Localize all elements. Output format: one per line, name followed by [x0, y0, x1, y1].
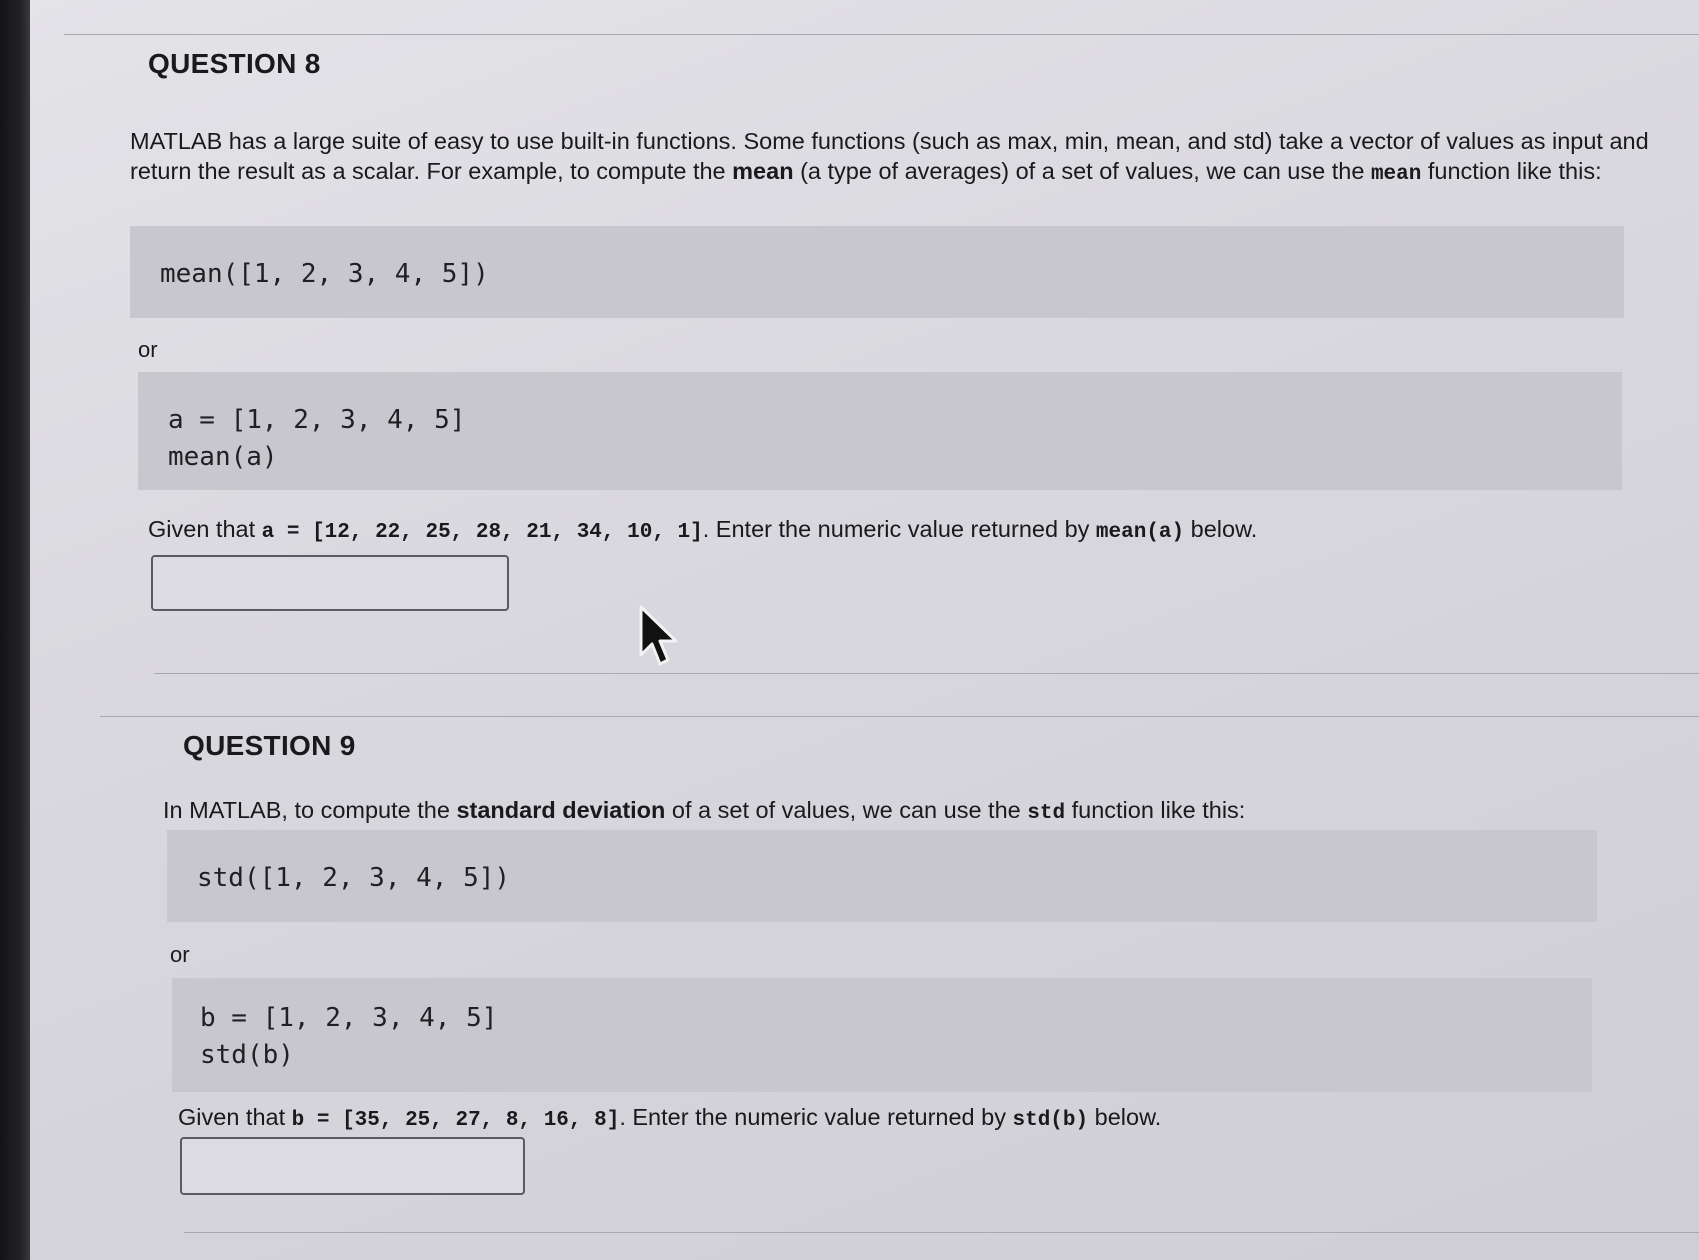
q9-code-line: std(b) — [200, 1040, 294, 1070]
q8-code-line: mean(a) — [168, 442, 278, 472]
question-9-heading: QUESTION 9 — [183, 730, 356, 761]
q9-intro-code: std — [1027, 802, 1066, 825]
q9-prompt-text-2: . Enter the numeric value returned by — [619, 1104, 1013, 1130]
q8-code-example-2 — [138, 372, 1622, 490]
arrow-cursor-icon — [638, 605, 682, 669]
q8-code-line: a = [1, 2, 3, 4, 5] — [168, 405, 466, 435]
quiz-page — [30, 0, 1699, 1260]
monitor-bezel — [0, 0, 30, 1260]
question-9-intro — [163, 795, 1663, 829]
q9-function-call: std(b) — [1012, 1109, 1089, 1132]
q8-code-line: mean([1, 2, 3, 4, 5]) — [160, 259, 489, 289]
question-separator — [100, 716, 1699, 717]
question-8-prompt — [148, 514, 1668, 548]
q8-intro-bold: mean — [732, 158, 794, 184]
q9-code-example-2 — [172, 978, 1592, 1092]
q9-intro-text-3: function like this: — [1065, 797, 1246, 823]
question-8-heading: QUESTION 8 — [148, 48, 321, 79]
q8-function-call: mean(a) — [1095, 521, 1185, 544]
q8-intro-code: mean — [1370, 163, 1422, 186]
q9-or-label: or — [170, 942, 190, 967]
q9-given-vector: b = [35, 25, 27, 8, 16, 8] — [291, 1109, 620, 1132]
q9-prompt-text-3: below. — [1088, 1104, 1162, 1130]
q8-prompt-text-2: . Enter the numeric value returned by — [702, 516, 1096, 542]
q8-or-label: or — [138, 337, 158, 362]
q9-prompt-text: Given that — [178, 1104, 292, 1130]
q8-prompt-text: Given that — [148, 516, 262, 542]
question-9-prompt — [178, 1102, 1678, 1136]
q8-given-vector: a = [12, 22, 25, 28, 21, 34, 10, 1] — [261, 521, 703, 544]
q8-intro-text-2: (a type of averages) of a set of values, we can use the — [793, 158, 1371, 184]
q9-intro-text-2: of a set of values, we can use the — [665, 797, 1028, 823]
q9-code-line: std([1, 2, 3, 4, 5]) — [197, 863, 511, 893]
q9-code-line: b = [1, 2, 3, 4, 5] — [200, 1003, 498, 1033]
q8-prompt-text-3: below. — [1184, 516, 1258, 542]
q8-bottom-divider — [154, 673, 1699, 674]
q8-code-example-1 — [130, 226, 1624, 318]
q9-answer-input[interactable] — [180, 1137, 525, 1195]
q9-bottom-divider — [184, 1232, 1699, 1233]
q9-code-example-1 — [167, 830, 1597, 922]
top-divider — [64, 34, 1699, 35]
q8-answer-input[interactable] — [151, 555, 509, 611]
q8-intro-text: MATLAB has a large suite of easy to use built-in functions. Some functions (such as max, min, mean, and std) take a vector of values as input and return the result as a scalar. For example, to compute the — [130, 128, 1649, 184]
question-8-intro — [130, 126, 1660, 190]
q8-intro-text-3: function like this: — [1421, 158, 1602, 184]
q9-intro-bold: standard deviation — [456, 797, 666, 823]
q9-intro-text: In MATLAB, to compute the — [163, 797, 457, 823]
